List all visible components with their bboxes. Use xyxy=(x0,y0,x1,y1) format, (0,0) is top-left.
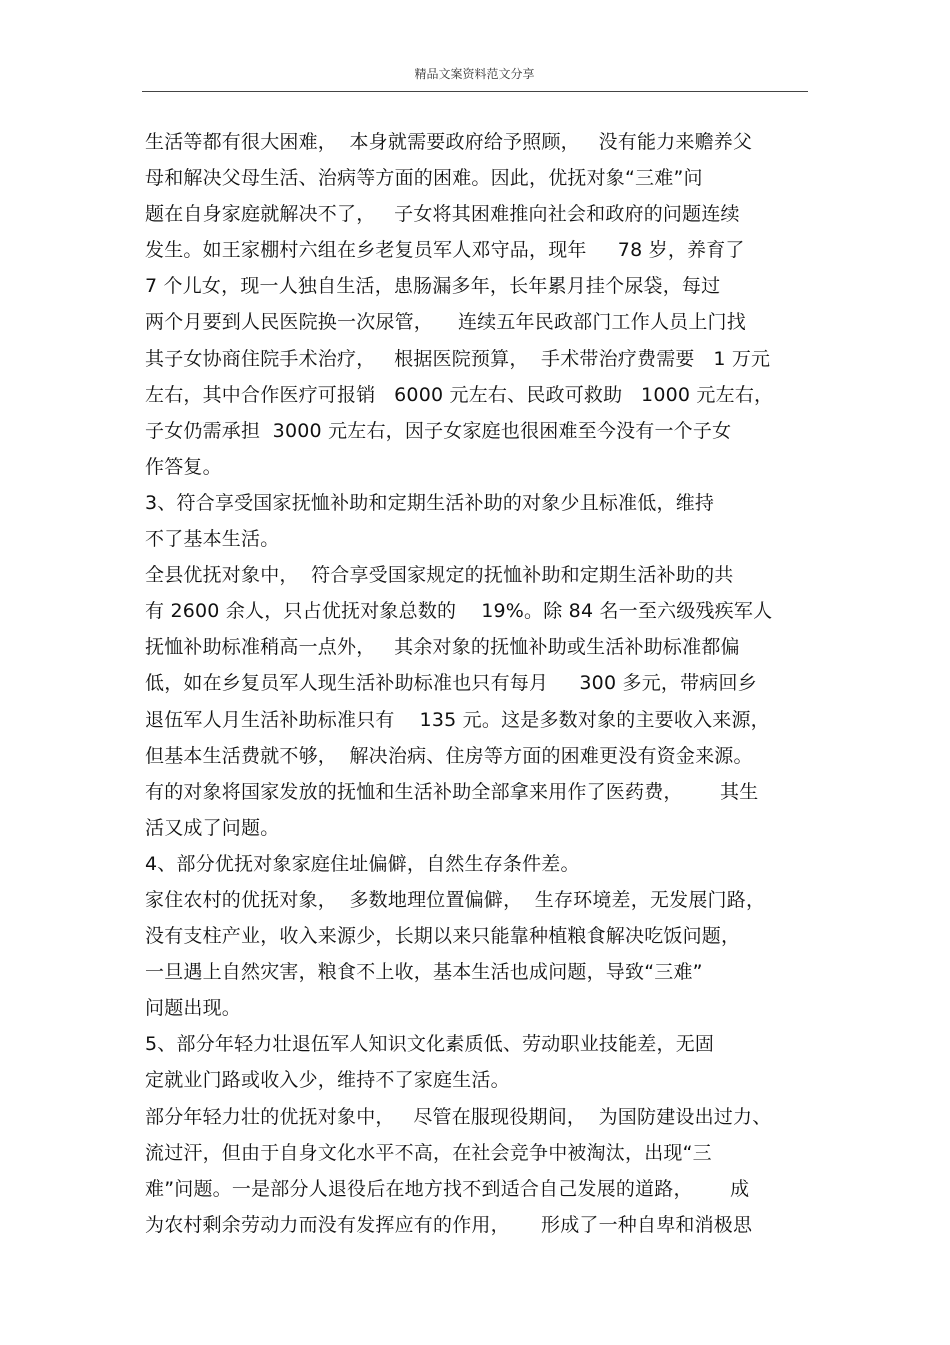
page-header: 精品文案资料范文分享 xyxy=(414,67,535,81)
text-line: 左右，其中合作医疗可报销 6000 元左右、民政可救助 1000 元左右， xyxy=(145,383,774,406)
text-line: 低，如在乡复员军人现生活补助标准也只有每月 300 多元，带病回乡 xyxy=(145,672,757,695)
text-line: 为农村剩余劳动力而没有发挥应有的作用， 形成了一种自卑和消极思 xyxy=(145,1213,753,1236)
text-line: 作答复。 xyxy=(145,455,222,478)
text-line: 但基本生活费就不够， 解决治病、住房等方面的困难更没有资金来源。 xyxy=(145,744,753,767)
header-divider xyxy=(142,91,808,92)
text-line: 生活等都有很大困难， 本身就需要政府给予照顾， 没有能力来赡养父 xyxy=(145,131,753,153)
text-line: 没有支柱产业，收入来源少，长期以来只能靠种植粮食解决吃饭问题， xyxy=(145,925,741,948)
text-line: 家住农村的优抚对象， 多数地理位置偏僻， 生存环境差，无发展门路， xyxy=(145,888,766,911)
text-line: 退伍军人月生活补助标准只有 135 元。这是多数对象的主要收入来源， xyxy=(145,708,770,731)
text-line: 活又成了问题。 xyxy=(145,816,280,839)
text-line: 部分年轻力壮的优抚对象中， 尽管在服现役期间， 为国防建设出过力、 xyxy=(145,1105,772,1128)
section-heading-5: 5、部分年轻力壮退伍军人知识文化素质低、劳动职业技能差，无固 xyxy=(145,1033,715,1056)
text-line: 难”问题。一是部分人退役后在地方找不到适合自己发展的道路， 成 xyxy=(145,1177,750,1200)
text-line: 子女仍需承担 3000 元左右，因子女家庭也很困难至今没有一个子女 xyxy=(145,419,732,442)
text-line: 其子女协商住院手术治疗， 根据医院预算， 手术带治疗费需要 1 万元 xyxy=(145,347,771,370)
text-line: 全县优抚对象中， 符合享受国家规定的抚恤补助和定期生活补助的共 xyxy=(145,564,734,587)
text-line: 抚恤补助标准稍高一点外， 其余对象的抚恤补助或生活补助标准都偏 xyxy=(145,636,740,659)
text-line: 一旦遇上自然灾害，粮食不上收，基本生活也成问题，导致“三难” xyxy=(145,961,703,984)
document-body xyxy=(145,124,815,1243)
text-line: 问题出现。 xyxy=(145,997,242,1020)
text-line: 流过汗，但由于自身文化水平不高，在社会竞争中被淘汰，出现“三 xyxy=(145,1141,712,1164)
section-heading-3: 不了基本生活。 xyxy=(145,528,280,551)
section-heading-3: 3、符合享受国家抚恤补助和定期生活补助的对象少且标准低，维持 xyxy=(145,491,715,514)
text-line: 有 2600 余人，只占优抚对象总数的 19%。除 84 名一至六级残疾军人 xyxy=(145,600,773,623)
text-line: 7 个儿女，现一人独自生活，患肠漏多年，长年累月挂个尿袋，每过 xyxy=(145,275,721,298)
text-line: 两个月要到人民医院换一次尿管， 连续五年民政部门工作人员上门找 xyxy=(145,311,746,334)
section-heading-4: 4、部分优抚对象家庭住址偏僻，自然生存条件差。 xyxy=(145,852,580,875)
text-line: 母和解决父母生活、治病等方面的困难。因此，优抚对象“三难”问 xyxy=(145,167,703,190)
text-line: 有的对象将国家发放的抚恤和生活补助全部拿来用作了医药费， 其生 xyxy=(145,780,759,803)
text-line: 题在自身家庭就解决不了， 子女将其困难推向社会和政府的问题连续 xyxy=(145,203,740,226)
text-line: 发生。如王家棚村六组在乡老复员军人邓守品，现年 78 岁，养育了 xyxy=(145,239,745,262)
section-heading-5: 定就业门路或收入少，维持不了家庭生活。 xyxy=(145,1069,510,1092)
